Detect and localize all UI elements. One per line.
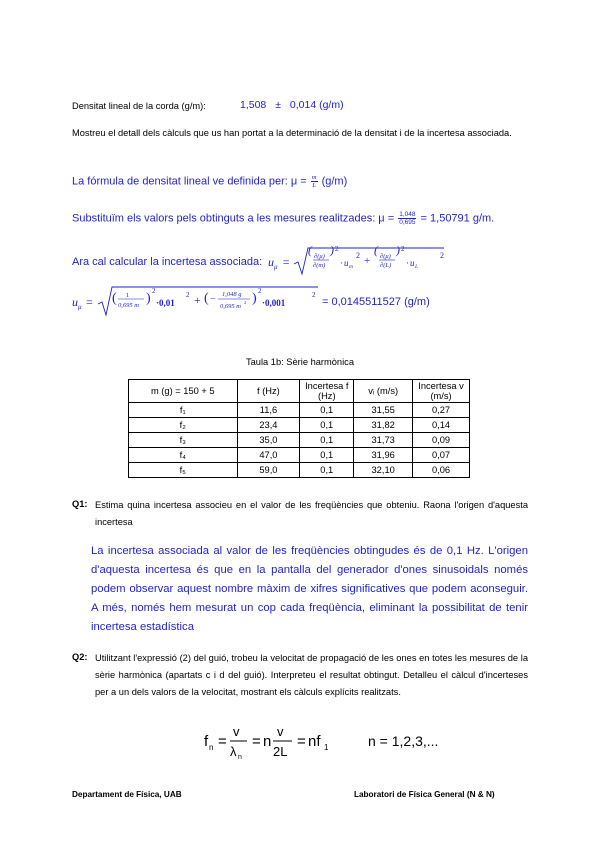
uncertainty-text: Ara cal calcular la incertesa associada:	[72, 256, 263, 268]
svg-text:·: ·	[340, 258, 343, 268]
svg-text:μ: μ	[274, 263, 278, 271]
harmonic-series-table	[128, 379, 470, 478]
harmonic-formula	[200, 722, 460, 766]
svg-text:+: +	[194, 293, 201, 307]
svg-text:2L: 2L	[273, 744, 288, 759]
cell-frequency: 47,0	[237, 448, 300, 463]
substitution-text: Substituïm els valors pels obtinguts a les mesures realitzades: μ =	[72, 212, 395, 225]
density-value-group	[240, 99, 344, 111]
formula-n-values: n = 1,2,3,...	[368, 733, 439, 749]
definition-unit: (g/m)	[321, 175, 348, 188]
header-frequency: f (Hz)	[237, 380, 300, 403]
table-row	[129, 403, 470, 418]
svg-text:2: 2	[258, 287, 262, 295]
svg-text:2: 2	[186, 291, 190, 299]
cell-velocity: 31,55	[354, 403, 413, 418]
svg-text:f: f	[204, 733, 209, 750]
svg-text:nf: nf	[308, 733, 321, 750]
svg-text:+: +	[364, 255, 371, 267]
svg-text:2: 2	[335, 246, 339, 253]
svg-text:(: (	[112, 291, 117, 306]
svg-text:∂(m): ∂(m)	[313, 262, 326, 269]
frac-den: L	[312, 182, 316, 189]
cell-label: f₅	[129, 463, 238, 478]
svg-text:u: u	[410, 258, 415, 268]
svg-text:∂(μ): ∂(μ)	[314, 253, 325, 260]
svg-text:v: v	[233, 724, 240, 739]
header-velocity: vᵢ (m/s)	[354, 380, 413, 403]
svg-text:1: 1	[126, 292, 130, 299]
svg-text:λ: λ	[230, 744, 237, 759]
svg-text:0,695 m: 0,695 m	[118, 302, 139, 309]
cell-freq-uncertainty: 0,1	[300, 433, 354, 448]
svg-text:): )	[252, 291, 257, 306]
cell-freq-uncertainty: 0,1	[300, 403, 354, 418]
svg-text:n: n	[263, 733, 272, 750]
uncertainty-numeric	[72, 284, 452, 320]
svg-text:): )	[330, 246, 334, 257]
cell-frequency: 59,0	[237, 463, 300, 478]
svg-text:μ: μ	[78, 303, 82, 311]
svg-text:=: =	[86, 295, 93, 309]
footer-right: Laboratori de Física General (N & N)	[354, 790, 495, 799]
svg-text:): )	[146, 291, 151, 306]
uncertainty-formula	[72, 246, 472, 276]
svg-text:L: L	[415, 264, 419, 270]
density-uncertainty: 0,014 (g/m)	[289, 99, 344, 111]
q2-question: Utilitzant l'expressió (2) del guió, trobeu la velocitat de propagació de les ones en totes les mesures de la sèrie harmònica (apartats c i d del guió). Interpreteu el resultat obtingut. Detalleu el càlcul d'incerteses per a un dels valors de la velocitat, mostrant els càlculs explícits realitzats.	[95, 653, 528, 697]
svg-text:2: 2	[244, 300, 247, 305]
svg-text:2: 2	[356, 251, 360, 260]
instructions: Mostreu el detall dels càlculs que us han portat a la determinació de la densitat i de la incertesa associada.	[72, 128, 512, 138]
svg-text:2: 2	[312, 291, 316, 299]
cell-label: f₄	[129, 448, 238, 463]
svg-text:=: =	[252, 733, 261, 750]
svg-text:·0,001: ·0,001	[262, 298, 286, 308]
density-label: Densitat lineal de la corda (g/m):	[72, 101, 206, 111]
cell-vel-uncertainty: 0,06	[413, 463, 470, 478]
svg-text:): )	[396, 246, 400, 257]
svg-text:2: 2	[401, 246, 405, 253]
cell-velocity: 31,82	[354, 418, 413, 433]
q2-label: Q2:	[72, 652, 88, 662]
q1-label: Q1:	[72, 499, 88, 509]
cell-label: f₃	[129, 433, 238, 448]
cell-frequency: 23,4	[237, 418, 300, 433]
footer-left: Departament de Física, UAB	[72, 790, 182, 799]
cell-freq-uncertainty: 0,1	[300, 418, 354, 433]
svg-text:∂(L): ∂(L)	[380, 262, 392, 269]
svg-text:m: m	[349, 264, 353, 270]
plus-minus: ±	[275, 99, 281, 111]
cell-freq-uncertainty: 0,1	[300, 463, 354, 478]
frac-den: 0,695	[399, 219, 416, 226]
q1-question: Estima quina incertesa associeu en el valor de les freqüències que obteniu. Raona l'origen d'aquesta incertesa	[95, 500, 528, 527]
table-row	[129, 418, 470, 433]
cell-label: f₂	[129, 418, 238, 433]
svg-text:u: u	[344, 258, 349, 268]
uncertainty-symbolic-formula	[268, 246, 468, 280]
table-row	[129, 463, 470, 478]
svg-text:(: (	[204, 291, 209, 306]
svg-text:v: v	[277, 724, 284, 739]
cell-velocity: 31,73	[354, 433, 413, 448]
header-freq-uncertainty: Incertesa f (Hz)	[300, 380, 354, 403]
svg-text:0,695 m: 0,695 m	[220, 303, 241, 310]
svg-text:n: n	[209, 743, 214, 752]
cell-freq-uncertainty: 0,1	[300, 448, 354, 463]
svg-text:·0,01: ·0,01	[156, 298, 175, 308]
svg-text:=: =	[282, 255, 291, 269]
q1-answer: La incertesa associada al valor de les freqüències obtingudes és de 0,1 Hz. L'origen d'aquesta incertesa és que en la pantalla del generador d'ones sinusoidals només podem observar aquest nombre màxim de xifres significatives que podem aconseguir. A més, només hem mesurat un cop cada freqüència, eliminant la possibilitat de tenir incertesa estadística	[91, 545, 528, 633]
uncertainty-numeric-formula	[72, 284, 322, 320]
formula-substitution	[72, 211, 494, 226]
svg-text:(: (	[374, 246, 378, 257]
cell-vel-uncertainty: 0,14	[413, 418, 470, 433]
svg-text:2: 2	[152, 287, 156, 295]
cell-label: f₁	[129, 403, 238, 418]
cell-vel-uncertainty: 0,09	[413, 433, 470, 448]
table-row	[129, 433, 470, 448]
svg-text:u: u	[72, 295, 78, 309]
fraction-values	[398, 211, 416, 226]
cell-velocity: 32,10	[354, 463, 413, 478]
svg-text:1: 1	[324, 743, 329, 752]
svg-text:·: ·	[406, 258, 409, 268]
frac-num: m	[311, 174, 317, 181]
definition-text: La fórmula de densitat lineal ve definida per: μ =	[72, 175, 307, 188]
svg-text:∂(μ): ∂(μ)	[380, 253, 391, 260]
svg-text:=: =	[297, 733, 306, 750]
svg-text:1,048 g: 1,048 g	[222, 291, 242, 298]
frac-num: 1,048	[399, 211, 416, 218]
cell-vel-uncertainty: 0,27	[413, 403, 470, 418]
table-caption: Taula 1b: Sèrie harmònica	[245, 357, 354, 367]
fraction-m-over-l	[311, 174, 318, 189]
table-row	[129, 448, 470, 463]
svg-text:(: (	[308, 246, 312, 257]
uncertainty-result: = 0,0145511527 (g/m)	[322, 296, 430, 308]
header-mass: m (g) = 150 + 5	[129, 380, 238, 403]
density-value: 1,508	[240, 99, 267, 111]
svg-text:2: 2	[440, 251, 444, 260]
formula-definition	[72, 174, 347, 189]
svg-text:n: n	[238, 754, 242, 761]
svg-text:u: u	[268, 255, 274, 269]
svg-text:=: =	[218, 733, 227, 750]
cell-frequency: 35,0	[237, 433, 300, 448]
cell-frequency: 11,6	[237, 403, 300, 418]
header-vel-uncertainty: Incertesa v (m/s)	[413, 380, 470, 403]
cell-velocity: 31,96	[354, 448, 413, 463]
cell-vel-uncertainty: 0,07	[413, 448, 470, 463]
svg-text:−: −	[210, 294, 216, 305]
substitution-result: = 1,50791 g/m.	[420, 212, 495, 225]
table-header-row	[129, 380, 470, 403]
